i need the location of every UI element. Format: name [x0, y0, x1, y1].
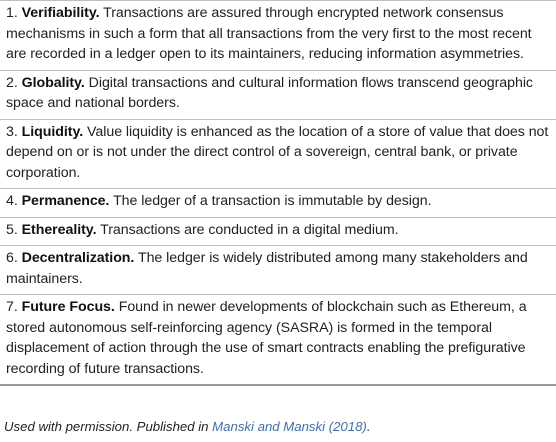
item-number: 7.	[6, 299, 18, 315]
table-row	[0, 71, 556, 120]
item-description: The ledger of a transaction is immutable by design.	[113, 193, 432, 209]
item-description: Digital transactions and cultural information flows transcend geographic space and national borders.	[6, 74, 533, 111]
item-number: 1.	[6, 5, 18, 21]
item-number: 2.	[6, 74, 18, 91]
item-term: Liquidity.	[21, 123, 84, 140]
table-row	[0, 1, 556, 71]
table-row	[0, 295, 556, 386]
item-number: 6.	[6, 250, 18, 266]
item-description: Transactions are assured through encrypted network consensus mechanisms in such a form that all transactions from the very first to the most recent are recorded in a ledger open to its maintainers, reducing information asymmetries.	[6, 5, 532, 62]
table-row	[0, 218, 556, 247]
item-number: 5.	[6, 221, 18, 238]
item-number: 3.	[6, 123, 18, 140]
item-number: 4.	[6, 193, 18, 209]
table-row	[0, 246, 556, 295]
table-row	[0, 120, 556, 190]
item-description: The ledger is widely distributed among many stakeholders and maintainers.	[6, 250, 528, 287]
item-term: Globality.	[21, 74, 85, 91]
item-term: Future Focus.	[21, 299, 115, 315]
item-term: Verifiability.	[21, 5, 100, 21]
footnote-suffix: .	[366, 419, 371, 434]
footnote-prefix: Used with permission. Published in	[4, 419, 213, 434]
item-description: Value liquidity is enhanced as the location of a store of value that does not depend on or is not under the direct control of a sovereign, central bank, or private corporation.	[6, 123, 549, 181]
item-term: Permanence.	[21, 193, 110, 209]
item-term: Decentralization.	[21, 250, 135, 266]
item-description: Transactions are conducted in a digital medium.	[100, 221, 399, 238]
citation-link[interactable]: Manski and Manski (2018)	[212, 419, 367, 434]
item-description: Found in newer developments of blockchain such as Ethereum, a stored autonomous self-reinforcing agency (SASRA) is formed in the temporal displacement of action through the use of smart contracts enabling the prefigurative recording of future transactions.	[6, 299, 527, 377]
table-row	[0, 189, 556, 218]
item-term: Ethereality.	[21, 221, 97, 238]
table-footnote	[4, 418, 371, 436]
